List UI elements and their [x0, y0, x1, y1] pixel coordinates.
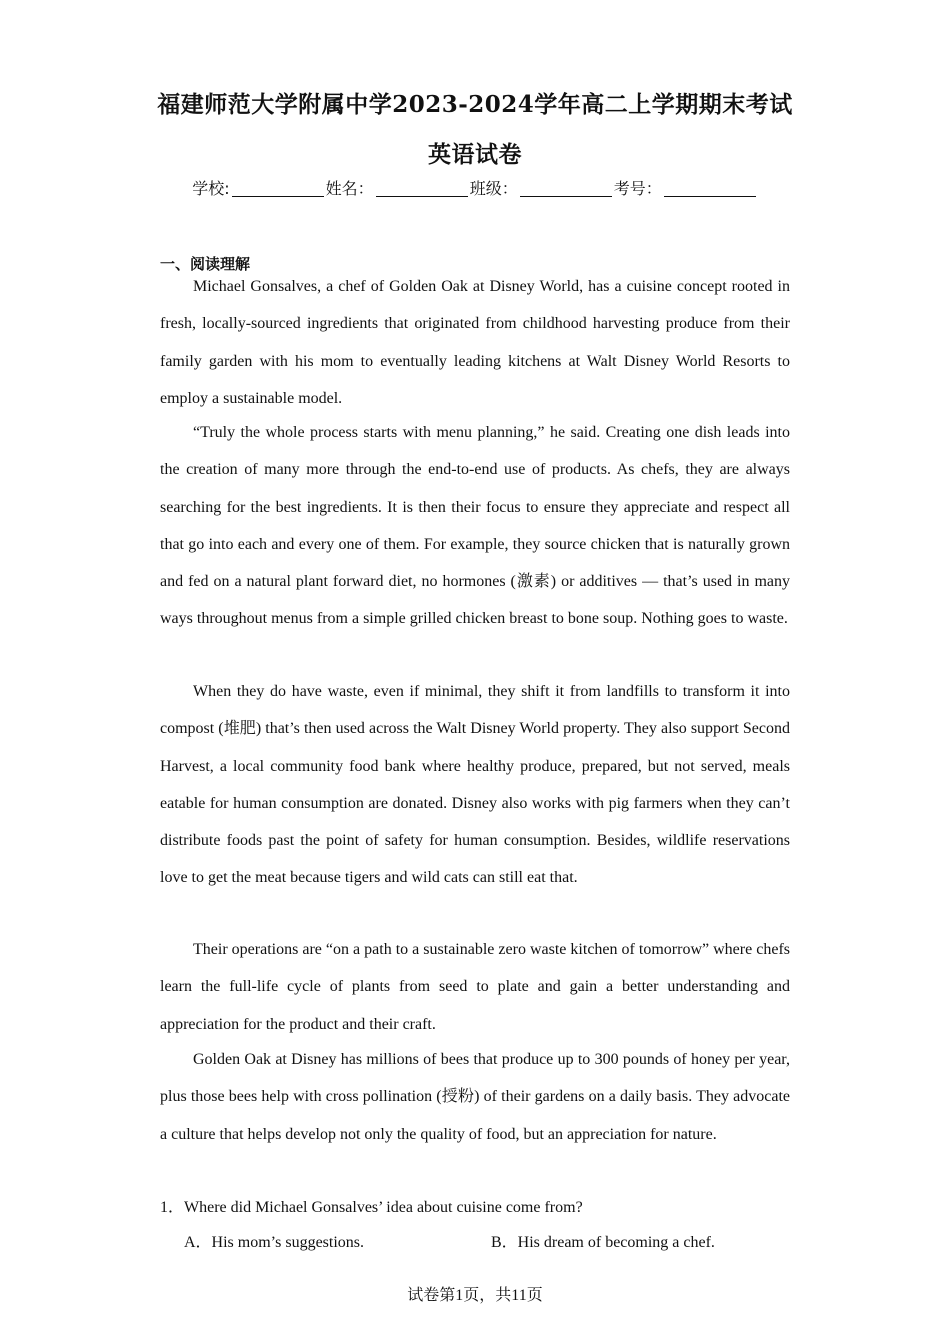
exam-subject-title: 英语试卷 [428, 141, 522, 168]
number-blank[interactable] [664, 182, 756, 197]
section-heading: 一、阅读理解 [160, 255, 251, 273]
student-info-line [0, 176, 950, 199]
school-blank[interactable] [232, 182, 324, 197]
passage-paragraph-4: Their operations are “on a path to a sustainable zero waste kitchen of tomorrow” where chefs learn the full-life cycle of plants from seed to plate and gain a better understanding and appreciation for the product and their craft. [160, 941, 790, 1033]
passage-paragraph-1: Michael Gonsalves, a chef of Golden Oak at Disney World, has a cuisine concept rooted in fresh, locally-sourced ingredients that originated from childhood harvesting produce from their family garden with his mom to eventually leading kitchens at Walt Disney World Resorts to employ a sustainable model. [160, 278, 790, 407]
passage-paragraph-5: Golden Oak at Disney has millions of bees that produce up to 300 pounds of honey per year, plus those bees help with cross pollination (授粉) of their gardens on a daily basis. They advocate a culture that helps develop not only the quality of food, but an appreciation for nature. [160, 1051, 790, 1143]
class-blank[interactable] [520, 182, 612, 197]
question-1-option-a[interactable]: A．His mom’s suggestions. [184, 1234, 365, 1251]
page-number-footer: 试卷第1页，共11页 [407, 1287, 543, 1304]
passage-paragraph-2: “Truly the whole process starts with menu planning,” he said. Creating one dish leads into the creation of many more through the end-to-end use of products. As chefs, they are always searching for the best ingredients. It is then their focus to ensure they appreciate and respect all that go into each and every one of them. For example, they source chicken that is naturally grown and fed on a natural plant forward diet, no hormones (激素) or additives — that’s used in many ways throughout menus from a simple grilled chicken breast to bone soup. Nothing goes to waste. [160, 424, 790, 628]
question-1-option-b[interactable]: B．His dream of becoming a chef. [491, 1234, 715, 1251]
number-label: 考号： [613, 179, 662, 198]
name-label: 姓名： [325, 179, 374, 198]
exam-title: 福建师范大学附属中学2023-2024学年高二上学期期末考试 [157, 91, 793, 118]
question-1-stem: 1．Where did Michael Gonsalves’ idea about cuisine come from? [160, 1199, 583, 1216]
school-label: 学校: [192, 179, 230, 198]
name-blank[interactable] [376, 182, 468, 197]
class-label: 班级： [469, 179, 518, 198]
passage-paragraph-3: When they do have waste, even if minimal, they shift it from landfills to transform it into compost (堆肥) that’s then used across the Walt Disney World property. They also support Second Harvest, a local community food bank where healthy produce, prepared, but not served, meals eatable for human consumption are donated. Disney also works with pig farmers when they can’t distribute foods past the point of safety for human consumption. Besides, wildlife reservations love to get the meat because tigers and wild cats can still eat that. [160, 683, 790, 887]
